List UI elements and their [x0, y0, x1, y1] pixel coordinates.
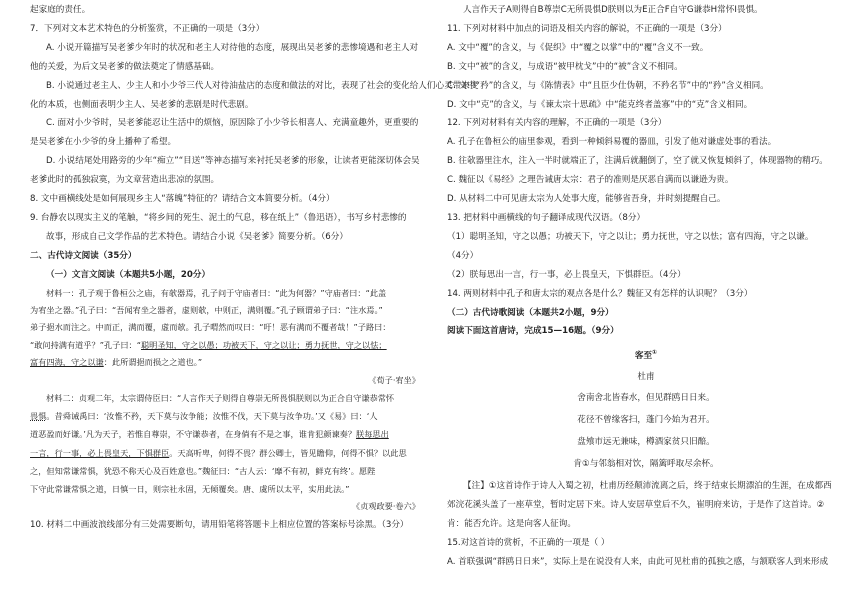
poem-line: 花径不曾缘客扫，蓬门今始为君开。 — [577, 415, 715, 426]
poem-title-text: 客至 — [634, 351, 653, 362]
option-12c: C. 魏征以《易经》之理告诫唐太宗：君子的准则是厌恶自满而以谦逊为贵。 — [447, 175, 734, 186]
question-13-2: （2）朕每思出一言，行一事，必上畏皇天，下惧群臣。（4分） — [447, 269, 686, 280]
section-heading: 二、古代诗文阅读（35分） — [30, 250, 137, 261]
material-2-line — [30, 407, 422, 425]
option-11a: A. 文中“覆”的含义，与《促织》中“覆之以掌”中的“覆”含义不一致。 — [447, 42, 709, 53]
subsection-heading: （二）古代诗歌阅读（本题共2小题，9分） — [447, 307, 614, 318]
subsection-heading: （一）文言文阅读（本题共5小题，20分） — [46, 269, 211, 280]
plain-text: 道恶盈而好谦。’凡为天子，若惟自尊崇，不守谦恭者，在身倘有不是之事，谁肯犯颜谏奏？ — [30, 429, 357, 440]
text-line: 他的关爱，为后文吴老爹的做法奠定了情感基础。 — [30, 61, 220, 72]
poem-author: 杜甫 — [637, 372, 655, 383]
underlined-text: 朕每思出 — [356, 429, 389, 440]
option-7d: D. 小说结尾处用路旁的少年“痴立”“目送”等神态描写来衬托吴老爹的形象，让读者更能深切体会吴 — [46, 156, 420, 167]
text-line: 化的本质，也侧面表明少主人、吴老爹的悲剧是时代悲剧。 — [30, 99, 254, 110]
material-1-line: 弟子挹水而注之。中而正，满而覆，虚而欹。孔子喟然而叹曰：“吁！恶有满而不覆者哉！”子路曰： — [30, 322, 391, 333]
text-line: 人言作天子A则得自B尊崇C无所畏惧D朕则以为E正合F自守G谦恭H常怀I畏惧。 — [463, 5, 763, 15]
option-12d: D. 从材料二中可见唐太宗为人处事大度，能够省吾身，并时刻提醒自己。 — [447, 194, 726, 205]
question-14: 14. 两则材料中孔子和唐太宗的观点各是什么？魏征又有怎样的认识呢？（3分） — [447, 288, 753, 299]
option-11c: C. 文中“矜”的含义，与《陈情表》中“且臣少仕伪朝，不矜名节”中的“矜”含义相同。 — [447, 80, 769, 91]
poem-line: 舍南舍北皆春水，但见群鸥日日来。 — [577, 393, 715, 404]
option-7b: B. 小说通过老主人、少主人和小少爷三代人对待油盐店的态度和做法的对比，表现了社会的变化给人们心灵带来变 — [46, 80, 479, 91]
option-12b: B. 往欹器里注水，注入一半时就端正了，注满后就翻倒了，空了就又恢复倾斜了，体现器物的精巧。 — [447, 156, 828, 167]
question-10: 10. 材料二中画波浪线部分有三处需要断句，请用铅笔将答题卡上相应位置的答案标号涂黑。（3分） — [30, 519, 409, 530]
material-2-line: 材料二：贞观二年，太宗谓侍臣曰：“人言作天子则得自尊崇无所畏惧朕则以为正合自守谦恭常怀 — [46, 393, 395, 404]
option-12a: A. 孔子在鲁桓公的庙里参观，看到一种倾斜易覆的器皿，引发了他对谦虚处事的看法。 — [447, 137, 777, 148]
option-11d: D. 文中“克”的含义，与《谏太宗十思疏》中“能克终者盖寡”中的“克”含义相同。 — [447, 99, 753, 110]
left-column — [30, 0, 479, 535]
question-8: 8. 文中画横线处是如何展现乡主人“落魄”特征的？请结合文本简要分析。（4分） — [30, 194, 335, 205]
footnote-marker: ① — [652, 349, 658, 357]
option-11b: B. 文中“被”的含义，与成语“被甲枕戈”中的“被”含义不相同。 — [447, 61, 683, 72]
right-column — [447, 0, 845, 572]
question-15: 15.对这首诗的赏析，不正确的一项是（ ） — [447, 537, 610, 548]
material-2-line — [30, 425, 422, 443]
plain-text: “敢问持满有道乎？”孔子曰：“ — [30, 339, 141, 350]
poem-line: 盘飧市远无兼味，樽酒家贫只旧醅。 — [577, 437, 715, 448]
text-line: 故事，形成自己文学作品的艺术特色。请结合小说《吴老爹》简要分析。（6分） — [46, 231, 348, 242]
underlined-text: 聪明圣知，守之以愚；功被天下，守之以让；勇力抚世，守之以怯； — [140, 339, 387, 350]
poem-title — [447, 341, 845, 368]
poem-note: 郊浣花溪头盖了一座草堂，暂时定居下来。诗人安居草堂后不久，崔明府来访，于是作了这首诗。② — [447, 499, 825, 510]
text-line: 老爹此时的孤独寂寞，为文章营造出悲凉的氛围。 — [30, 175, 220, 186]
question-11: 11. 下列对材料中加点的词语及相关内容的解说，不正确的一项是（3分） — [447, 23, 727, 34]
material-2-line — [30, 444, 422, 462]
text-line: 是吴老爹在小少爷的身上播种了希望。 — [30, 137, 177, 148]
text-line: 起家庭的责任。 — [30, 5, 91, 15]
reading-instruction: 阅读下面这首唐诗，完成15—16题。（9分） — [447, 326, 619, 337]
material-1-line: 材料一：孔子观于鲁桓公之庙，有欹器焉，孔子问于守庙者曰：“此为何器？”守庙者曰：“此盖 — [46, 287, 387, 298]
poem-line: 肯①与邻翁相对饮，隔篱呼取尽余杯。 — [573, 459, 719, 470]
question-13-1: （1）聪明圣知，守之以愚；功被天下，守之以让；勇力抚世，守之以怯；富有四海，守之以谦。 — [447, 231, 814, 242]
poem-note: 【注】①这首诗作于诗人入蜀之初，杜甫历经颠沛流离之后，终于结束长期漂泊的生涯，在成都西 — [463, 481, 832, 492]
material-2-line: 之，但知常谦常惧，犹恐不称天心及百姓意也。”魏征曰：“古人云：‘靡不有初，鲜克有终’。愿陛 — [30, 465, 376, 476]
option-7a: A. 小说开篇描写吴老爹少年时的状况和老主人对待他的态度，展现出吴老爹的悲惨境遇和老主人对 — [46, 42, 419, 53]
material-1-line — [30, 354, 422, 371]
question-7: 7．下列对文本艺术特色的分析鉴赏，不正确的一项是（3分） — [30, 23, 265, 34]
option-15a: A. 首联强调“群鸥日日来”，实际上是在说没有人来，由此可见杜甫的孤独之感，与颔联客人到来形成 — [447, 556, 829, 567]
source-citation: 《贞观政要·卷六》 — [351, 501, 420, 512]
plain-text: ：此所谓挹而损之之道也。” — [103, 357, 203, 368]
question-12: 12. 下列对材料有关内容的理解，不正确的一项是（3分） — [447, 118, 667, 129]
question-9: 9. 台静农以现实主义的笔触，“将乡间的死生、泥土的气息，移在纸上”（鲁迅语），书写乡村悲惨的 — [30, 212, 407, 223]
score-note: （4分） — [447, 250, 479, 261]
question-13: 13. 把材料中画横线的句子翻译成现代汉语。（8分） — [447, 212, 646, 223]
material-1-line: 为宥坐之器。”孔子曰：“吾闻宥坐之器者，虚则欹，中则正，满则覆。”孔子顾谓弟子曰：“注水焉。” — [30, 305, 383, 315]
wavy-text: 畏惧 — [30, 411, 47, 422]
plain-text: 。昔舜诫禹曰：‘汝惟不矜，天下莫与汝争能；汝惟不伐，天下莫与汝争功。’又《易》曰：‘人 — [46, 411, 378, 422]
option-7c: C. 面对小少爷时，吴老爹能忍让生活中的烦恼，原因除了小少爷长相喜人、充满童趣外，更重要的 — [46, 118, 419, 129]
poem-note: 肯：能否允许。这是向客人征询。 — [447, 518, 576, 529]
material-1-line — [30, 337, 422, 354]
underlined-text: 一言，行一事，必上畏皇天，下惧群臣 — [30, 447, 170, 458]
source-citation: 《荀子·宥坐》 — [368, 374, 420, 385]
material-2-line: 下守此常谦常惧之道，日慎一日，则宗社永固，无倾覆矣。唐、虞所以太平，实用此法。” — [30, 484, 350, 495]
underlined-text: 富有四海，守之以谦 — [30, 357, 104, 368]
plain-text: 。天高听卑，何得不畏？群公卿士，皆见瞻仰，何得不惧？以此思 — [169, 447, 407, 458]
